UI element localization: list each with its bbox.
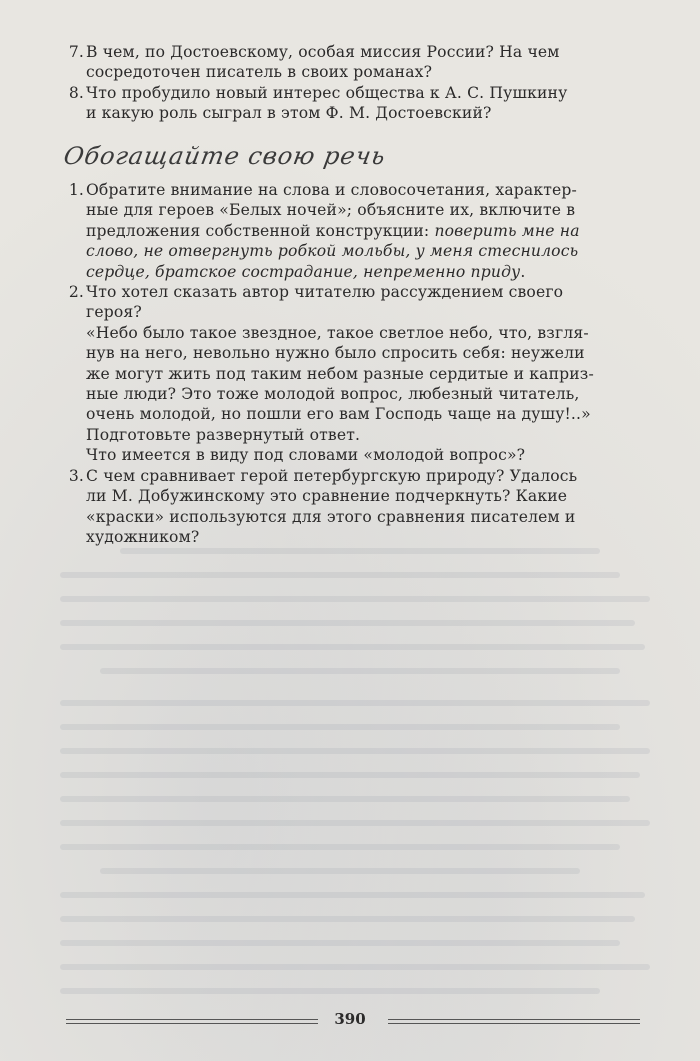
task-line: Обратите внимание на слова и словосочетания, характер- [86,181,577,199]
task-line: Что имеется в виду под словами «молодой вопрос»? [86,446,526,465]
task-line [86,262,651,282]
task-line: ли М. Добужинскому это сравнение подчеркнуть? Какие [86,487,568,506]
footer-rule-left [66,1019,318,1024]
task-item [68,466,651,548]
question-item [68,42,651,83]
task-italic-text: поверить мне на [434,221,580,240]
task-line: героя? [86,303,142,322]
task-number: 3. [68,466,84,485]
question-number: 7. [68,43,84,61]
task-text: . [520,262,526,281]
task-line: «краски» используются для этого сравнения писателем и [86,507,576,526]
task-line: Что хотел сказать автор читателю рассуждением своего [86,283,564,302]
task-italic-text: сердце, братское сострадание, непременно приду [86,262,521,281]
quote-line: же могут жить под таким небом разные сердитые и каприз- [86,364,594,383]
quote-line: ные люди? Это тоже молодой вопрос, любезный читатель, [86,385,580,404]
quote-line: нув на него, невольно нужно было спросить себя: неужели [86,344,585,363]
task-line [86,221,651,241]
tasks-list [68,180,651,547]
quote-line: очень молодой, но пошли его вам Господь чаще на душу!..» [86,405,591,424]
section-title: Обогащайте свою речь [61,142,389,170]
questions-list [68,42,651,124]
task-line: С чем сравнивает герой петербургскую природу? Удалось [86,466,578,485]
question-item [68,83,651,124]
question-line: сосредоточен писатель в своих романах? [86,63,433,82]
question-line: В чем, по Достоевскому, особая миссия России? На чем [86,43,560,61]
question-line: Что пробудило новый интерес общества к А. С. Пушкину [86,83,568,102]
footer-rule-right [388,1019,640,1024]
question-number: 8. [68,83,84,102]
page-number: 390 [334,1010,366,1028]
task-line: ные для героев «Белых ночей»; объясните их, включите в [86,201,576,220]
task-number: 1. [68,181,84,199]
task-item [68,180,651,282]
task-text: предложения собственной конструкции: [86,221,435,240]
task-line: художником? [86,527,200,546]
task-number: 2. [68,283,84,302]
task-italic-line: слово, не отвергнуть робкой мольбы, у меня стеснилось [86,242,579,261]
task-item [68,282,651,466]
quote-line: «Небо было такое звездное, такое светлое небо, что, взгля- [86,323,589,342]
task-line: Подготовьте развернутый ответ. [86,425,361,444]
question-line: и какую роль сыграл в этом Ф. М. Достоевский? [86,104,492,123]
